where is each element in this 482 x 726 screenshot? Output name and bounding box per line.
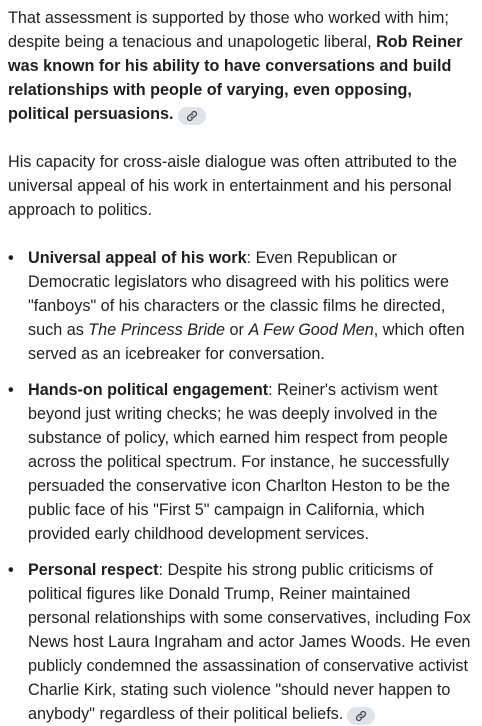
list-item-text: : Despite his strong public criticisms of political figures like Donald Trump, Reiner maintained personal relationships with some conservatives, including Fox News host Laura Ingraham and actor James Woods. He even publicly condemned the assassination of conservative activist Charlie Kirk, stating such violence "should never happen to anybody" regardless of their political beliefs.	[28, 561, 471, 723]
list-item-text: : Reiner's activism went beyond just writing checks; he was deeply involved in the substance of policy, which earned him respect from people across the political spectrum. For instance, he successfully persuaded the conservative icon Charlton Heston to be the public face of his "First 5" campaign in California, which provided early childhood development services.	[28, 381, 451, 543]
list-item	[8, 378, 474, 546]
bullet-marker: •	[8, 249, 14, 267]
list-item-text: , which often served as an icebreaker for conversation.	[28, 321, 465, 363]
source-link-button[interactable]	[178, 107, 206, 125]
list-item	[8, 558, 474, 726]
bullet-marker: •	[8, 381, 14, 399]
link-icon	[355, 710, 367, 722]
list-item-title: Personal respect	[28, 561, 159, 579]
list-item-text: : Even Republican or Democratic legislators who disagreed with his politics were "fanboys" of his characters or the classic films he directed, such as	[28, 249, 450, 339]
paragraph-assessment	[8, 6, 474, 126]
link-icon	[186, 110, 198, 122]
list-item	[8, 246, 474, 366]
list-item-text: or	[225, 321, 249, 339]
paragraph-assessment-lead: That assessment is supported by those who worked with him; despite being a tenacious and unapologetic liberal,	[8, 9, 449, 51]
list-item-title: Universal appeal of his work	[28, 249, 247, 267]
film-title: The Princess Bride	[88, 321, 226, 339]
film-title: A Few Good Men	[248, 321, 374, 339]
list-item-title: Hands-on political engagement	[28, 381, 269, 399]
paragraph-assessment-bold: Rob Reiner was known for his ability to have conversations and build relationships with people of varying, even opposing, political persuasions.	[8, 33, 463, 123]
paragraph-dialogue: His capacity for cross-aisle dialogue was often attributed to the universal appeal of his work in entertainment and his personal approach to politics.	[8, 153, 457, 219]
bullet-list	[8, 246, 474, 726]
source-link-button[interactable]	[347, 707, 375, 725]
bullet-marker: •	[8, 561, 14, 579]
